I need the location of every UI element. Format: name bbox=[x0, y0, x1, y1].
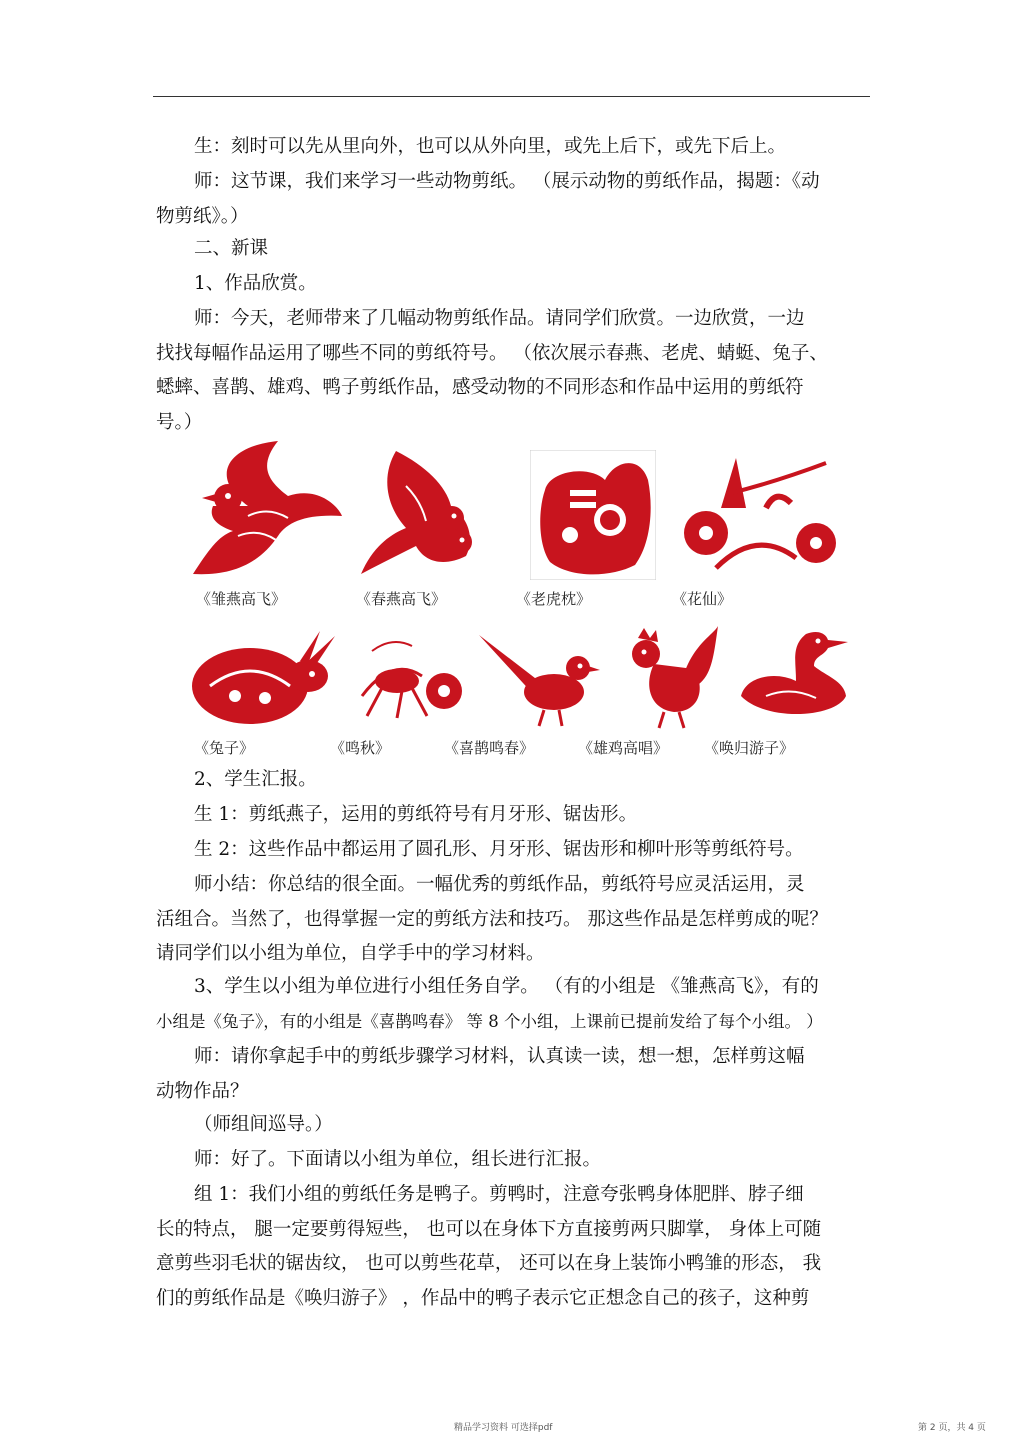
paragraph-student-1: 生 1：剪纸燕子，运用的剪纸符号有月牙形、锯齿形。 bbox=[194, 804, 638, 825]
papercut-magpie bbox=[474, 630, 600, 728]
caption-swallow-1: 《雏燕高飞》 bbox=[196, 590, 287, 608]
paragraph-group-1: 组 1：我们小组的剪纸任务是鸭子。剪鸭时，注意夸张鸭身体肥胖、脖子细 长的特点， 腿一定要剪得短些， 也可以在身体下方直接剪两只脚掌， 身体上可随 意剪些羽毛状的锯齿纹， 也可以剪些花草， 还可以在身上装饰小鸭雏的形态， 我 们的剪纸作品是《唤归游子》 ，作品中的鸭子表示它正想念自己的孩子，这种剪 bbox=[156, 1184, 822, 1309]
paragraph-group-study: 3、学生以小组为单位进行小组任务自学。 （有的小组是 《雏燕高飞》，有的 小组是《兔子》，有的小组是《喜鹊鸣春》 等 8 个小组，上课前已提前发给了每个小组。 ） bbox=[156, 976, 823, 1031]
paragraph-tour-guide: （师组间巡导。） bbox=[194, 1114, 333, 1135]
paragraph-1: 生：刻时可以先从里向外，也可以从外向里，或先上后下，或先下后上。 bbox=[194, 136, 787, 157]
subheading-appreciation: 1、作品欣赏。 bbox=[194, 273, 317, 294]
papercut-flower-fairy bbox=[676, 448, 846, 574]
caption-flower-fairy: 《花仙》 bbox=[672, 590, 733, 608]
paragraph-student-2: 生 2：这些作品中都运用了圆孔形、月牙形、锯齿形和柳叶形等剪纸符号。 bbox=[194, 839, 804, 860]
paragraph-teacher-ok: 师：好了。下面请以小组为单位，组长进行汇报。 bbox=[194, 1149, 602, 1170]
papercut-swallow-1 bbox=[188, 436, 342, 578]
caption-swallow-2: 《春燕高飞》 bbox=[356, 590, 447, 608]
subheading-student-report: 2、学生汇报。 bbox=[194, 769, 317, 790]
paragraph-5: 师：今天，老师带来了几幅动物剪纸作品。请同学们欣赏。一边欣赏，一边 找找每幅作品运用了哪些不同的剪纸符号。 （依次展示春燕、老虎、蜻蜓、兔子、 蟋蟀、喜鹊、雄鸡、鸭子剪纸作品，感受动物的不同形态和作品中运用的剪纸符 号。） bbox=[156, 308, 828, 433]
caption-duck: 《唤归游子》 bbox=[704, 739, 795, 757]
papercut-duck bbox=[736, 626, 848, 726]
paragraph-teacher-summary: 师小结：你总结的很全面。一幅优秀的剪纸作品，剪纸符号应灵活运用，灵 活组合。当然了，也得掌握一定的剪纸方法和技巧。 那这些作品是怎样剪成的呢？ 请同学们以小组为单位，自学手中的学习材料。 bbox=[156, 874, 828, 964]
papercut-tiger-pillow bbox=[530, 450, 656, 580]
papercut-swallow-2 bbox=[356, 446, 484, 578]
papercut-rabbit bbox=[190, 626, 340, 730]
header-rule bbox=[153, 96, 870, 97]
page-number: 第 2 页，共 4 页 bbox=[918, 1423, 986, 1433]
section-heading-new-lesson: 二、新课 bbox=[194, 238, 269, 259]
caption-rabbit: 《兔子》 bbox=[194, 739, 255, 757]
caption-tiger-pillow: 《老虎枕》 bbox=[516, 590, 592, 608]
paragraph-2: 师：这节课，我们来学习一些动物剪纸。 （展示动物的剪纸作品，揭题：《动 物剪纸》。） bbox=[156, 171, 820, 227]
papercut-rooster bbox=[614, 624, 720, 730]
paragraph-teacher-instruction: 师：请你拿起手中的剪纸步骤学习材料，认真读一读，想一想，怎样剪这幅 动物作品？ bbox=[156, 1046, 805, 1102]
caption-cricket: 《鸣秋》 bbox=[330, 739, 391, 757]
footer-watermark: 精品学习资料 可选择pdf bbox=[454, 1423, 553, 1433]
caption-magpie: 《喜鹊鸣春》 bbox=[444, 739, 535, 757]
papercut-cricket bbox=[352, 636, 466, 722]
caption-rooster: 《雄鸡高唱》 bbox=[578, 739, 669, 757]
